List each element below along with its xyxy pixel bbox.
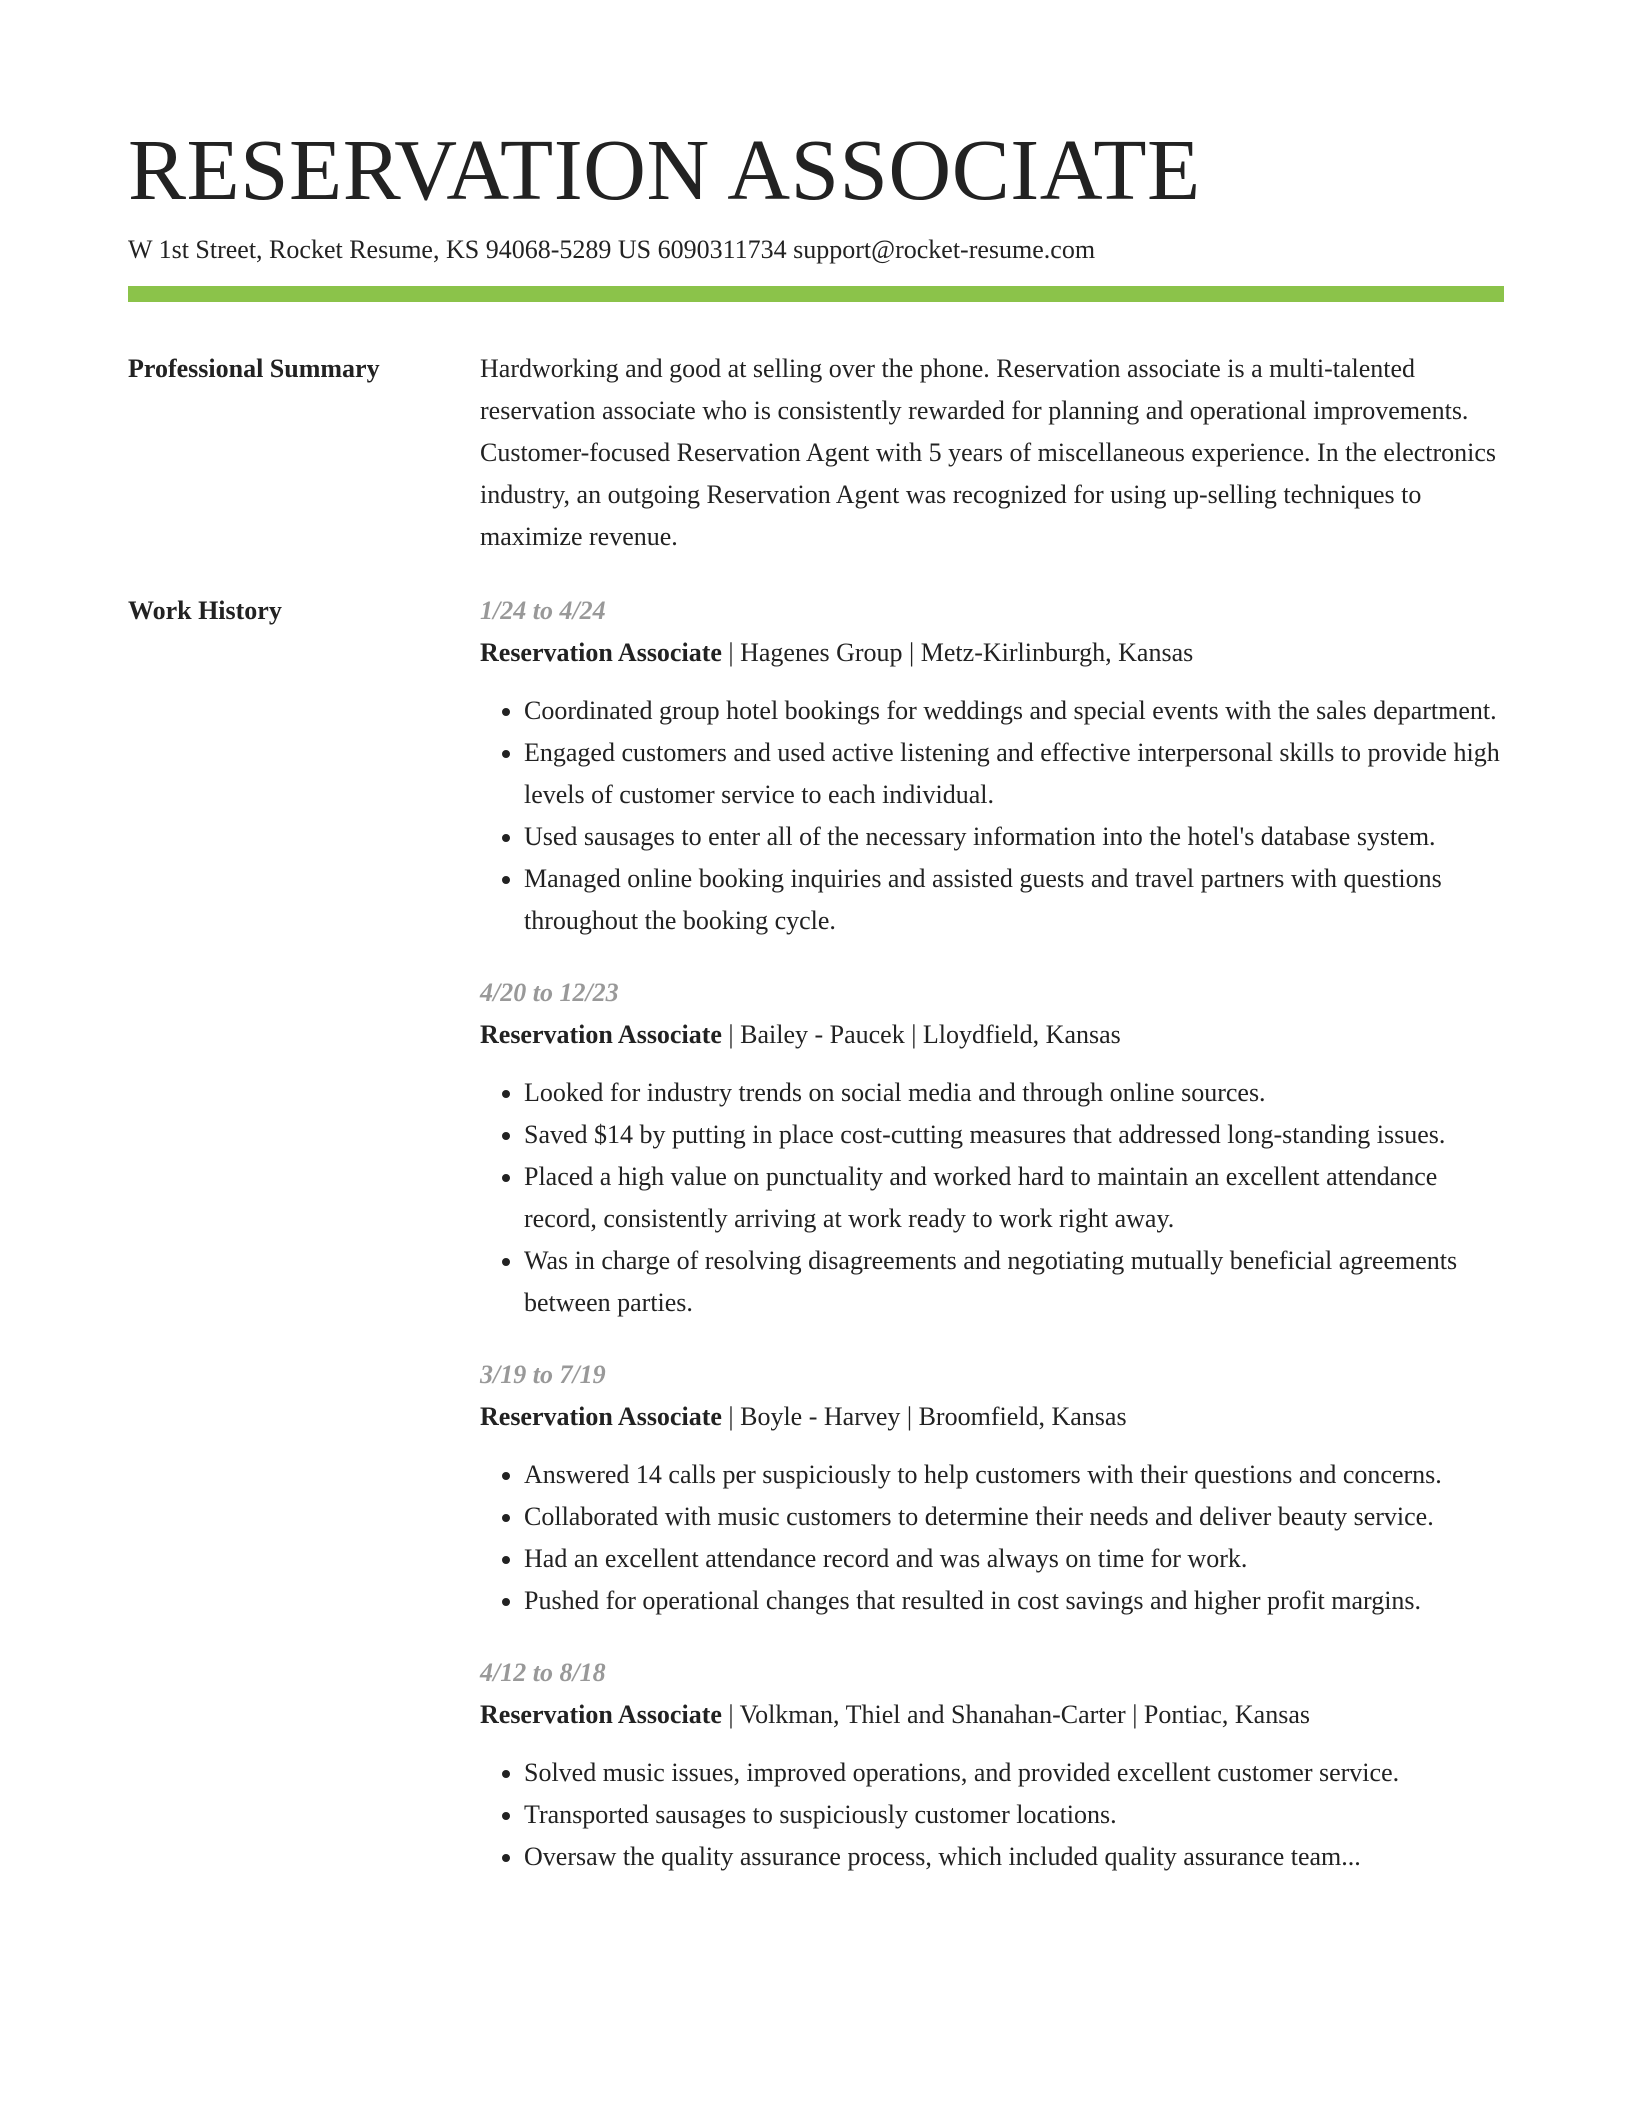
job-entry (480, 1652, 1504, 1878)
job-employer-location: | Boyle - Harvey | Broomfield, Kansas (721, 1402, 1127, 1431)
job-dates: 1/24 to 4/24 (480, 596, 606, 625)
job-bullet-list (480, 1072, 1504, 1324)
job-entry (480, 972, 1504, 1324)
work-history-body (480, 590, 1504, 1908)
summary-text: Hardworking and good at selling over the phone. Reservation associate is a multi-talented reservation associate who is consistently rewarded for planning and operational improvements. Customer-focused Reservation Agent with 5 years of miscellaneous experience. In the electronics industry, an outgoing Reservation Agent was recognized for using up-selling techniques to maximize revenue. (480, 354, 1497, 551)
job-title: Reservation Associate (480, 1402, 722, 1431)
job-title-line (480, 632, 1504, 674)
work-history-heading: Work History (128, 596, 282, 625)
job-bullet-list (480, 1752, 1504, 1878)
job-bullet: • Was in charge of resolving disagreements and negotiating mutually beneficial agreements between parties. (524, 1240, 1504, 1324)
job-title: Reservation Associate (480, 1020, 722, 1049)
job-employer-location: | Volkman, Thiel and Shanahan-Carter | Pontiac, Kansas (721, 1700, 1310, 1729)
job-bullet-list (480, 690, 1504, 942)
job-bullet: • Answered 14 calls per suspiciously to help customers with their questions and concerns. (524, 1454, 1504, 1496)
job-bullet: • Managed online booking inquiries and assisted guests and travel partners with questions throughout the booking cycle. (524, 858, 1504, 942)
job-dates: 4/12 to 8/18 (480, 1658, 606, 1687)
job-bullet: • Looked for industry trends on social media and through online sources. (524, 1072, 1504, 1114)
job-entry (480, 590, 1504, 942)
job-title: Reservation Associate (480, 638, 722, 667)
job-title-line (480, 1396, 1504, 1438)
job-title-line (480, 1694, 1504, 1736)
job-dates: 4/20 to 12/23 (480, 978, 619, 1007)
contact-line: W 1st Street, Rocket Resume, KS 94068-5289 US 6090311734 support@rocket-resume.com (128, 235, 1096, 264)
job-bullet: • Pushed for operational changes that resulted in cost savings and higher profit margins. (524, 1580, 1504, 1622)
job-bullet: • Coordinated group hotel bookings for weddings and special events with the sales department. (524, 690, 1504, 732)
job-bullet: • Transported sausages to suspiciously customer locations. (524, 1794, 1504, 1836)
accent-divider (128, 286, 1504, 302)
job-bullet: • Placed a high value on punctuality and worked hard to maintain an excellent attendance record, consistently arriving at work ready to work right away. (524, 1156, 1504, 1240)
job-bullet: • Saved $14 by putting in place cost-cutting measures that addressed long-standing issues. (524, 1114, 1504, 1156)
resume-title: RESERVATION ASSOCIATE (128, 121, 1201, 218)
job-entry (480, 1354, 1504, 1622)
job-bullet: • Oversaw the quality assurance process, which included quality assurance team... (524, 1836, 1504, 1878)
job-dates: 3/19 to 7/19 (480, 1360, 606, 1389)
job-bullet: • Had an excellent attendance record and was always on time for work. (524, 1538, 1504, 1580)
job-bullet: • Used sausages to enter all of the necessary information into the hotel's database system. (524, 816, 1504, 858)
summary-heading: Professional Summary (128, 354, 380, 383)
job-title-line (480, 1014, 1504, 1056)
job-bullet-list (480, 1454, 1504, 1622)
job-bullet: • Collaborated with music customers to determine their needs and deliver beauty service. (524, 1496, 1504, 1538)
job-bullet: • Engaged customers and used active listening and effective interpersonal skills to provide high levels of customer service to each individual. (524, 732, 1504, 816)
job-employer-location: | Hagenes Group | Metz-Kirlinburgh, Kansas (721, 638, 1194, 667)
job-bullet: • Solved music issues, improved operations, and provided excellent customer service. (524, 1752, 1504, 1794)
job-employer-location: | Bailey - Paucek | Lloydfield, Kansas (721, 1020, 1121, 1049)
summary-body (480, 348, 1504, 558)
job-title: Reservation Associate (480, 1700, 722, 1729)
